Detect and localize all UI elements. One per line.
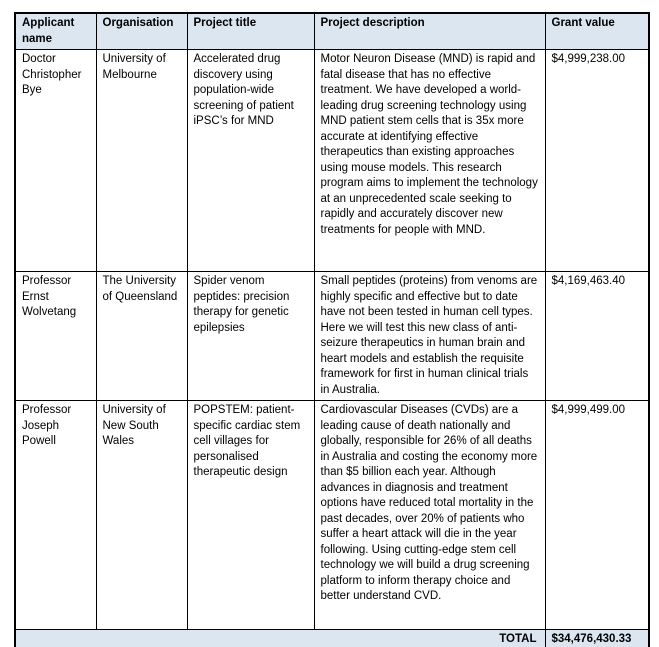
project-description-cell: Motor Neuron Disease (MND) is rapid and fatal disease that has no effective treatment. We have developed a world-leading drug screening technology using MND patient stem cells that is 35x more accurate at identifying effective therapeutics than existing approaches using mouse models. This research program aims to implement the technology at an unprecedented scale seeking to rapidly and accurately discover new treatments for people with MND. [314,50,545,272]
grant-value-cell: $4,999,499.00 [545,401,649,630]
col-header-applicant-name: Applicant name [15,13,96,50]
col-header-project-title: Project title [187,13,314,50]
table-row [15,272,649,401]
col-header-grant-value: Grant value [545,13,649,50]
table-header-row [15,13,649,50]
applicant-name-cell: Doctor Christopher Bye [15,50,96,272]
total-label-cell: TOTAL [15,630,545,647]
applicant-name-cell: Professor Ernst Wolvetang [15,272,96,401]
project-description-cell: Cardiovascular Diseases (CVDs) are a leading cause of death nationally and globally, responsible for 26% of all deaths in Australia and costing the economy more than $5 billion each year. Although advances in diagnosis and treatment options have reduced total mortality in the past decades, over 20% of patients who suffer a heart attack will die in the year following. Using cutting-edge stem cell technology we will build a drug screening platform to inform therapy choice and better understand CVD. [314,401,545,630]
project-title-cell: Spider venom peptides: precision therapy for genetic epilepsies [187,272,314,401]
project-title-cell: POPSTEM: patient-specific cardiac stem cell villages for personalised therapeutic design [187,401,314,630]
applicant-name-cell: Professor Joseph Powell [15,401,96,630]
table-row [15,50,649,272]
grant-value-cell: $4,169,463.40 [545,272,649,401]
col-header-project-description: Project description [314,13,545,50]
total-value-cell: $34,476,430.33 [545,630,649,647]
project-description-cell: Small peptides (proteins) from venoms are highly specific and effective but to date have not been tested in human cell types. Here we will test this new class of anti-seizure therapeutics in human brain and heart models and establish the requisite framework for first in human clinical trials in Australia. [314,272,545,401]
col-header-organisation: Organisation [96,13,187,50]
organisation-cell: University of Melbourne [96,50,187,272]
grants-table [14,12,650,647]
table-row [15,401,649,630]
total-row [15,630,649,647]
organisation-cell: The University of Queensland [96,272,187,401]
organisation-cell: University of New South Wales [96,401,187,630]
project-title-cell: Accelerated drug discovery using population-wide screening of patient iPSC’s for MND [187,50,314,272]
grant-value-cell: $4,999,238.00 [545,50,649,272]
